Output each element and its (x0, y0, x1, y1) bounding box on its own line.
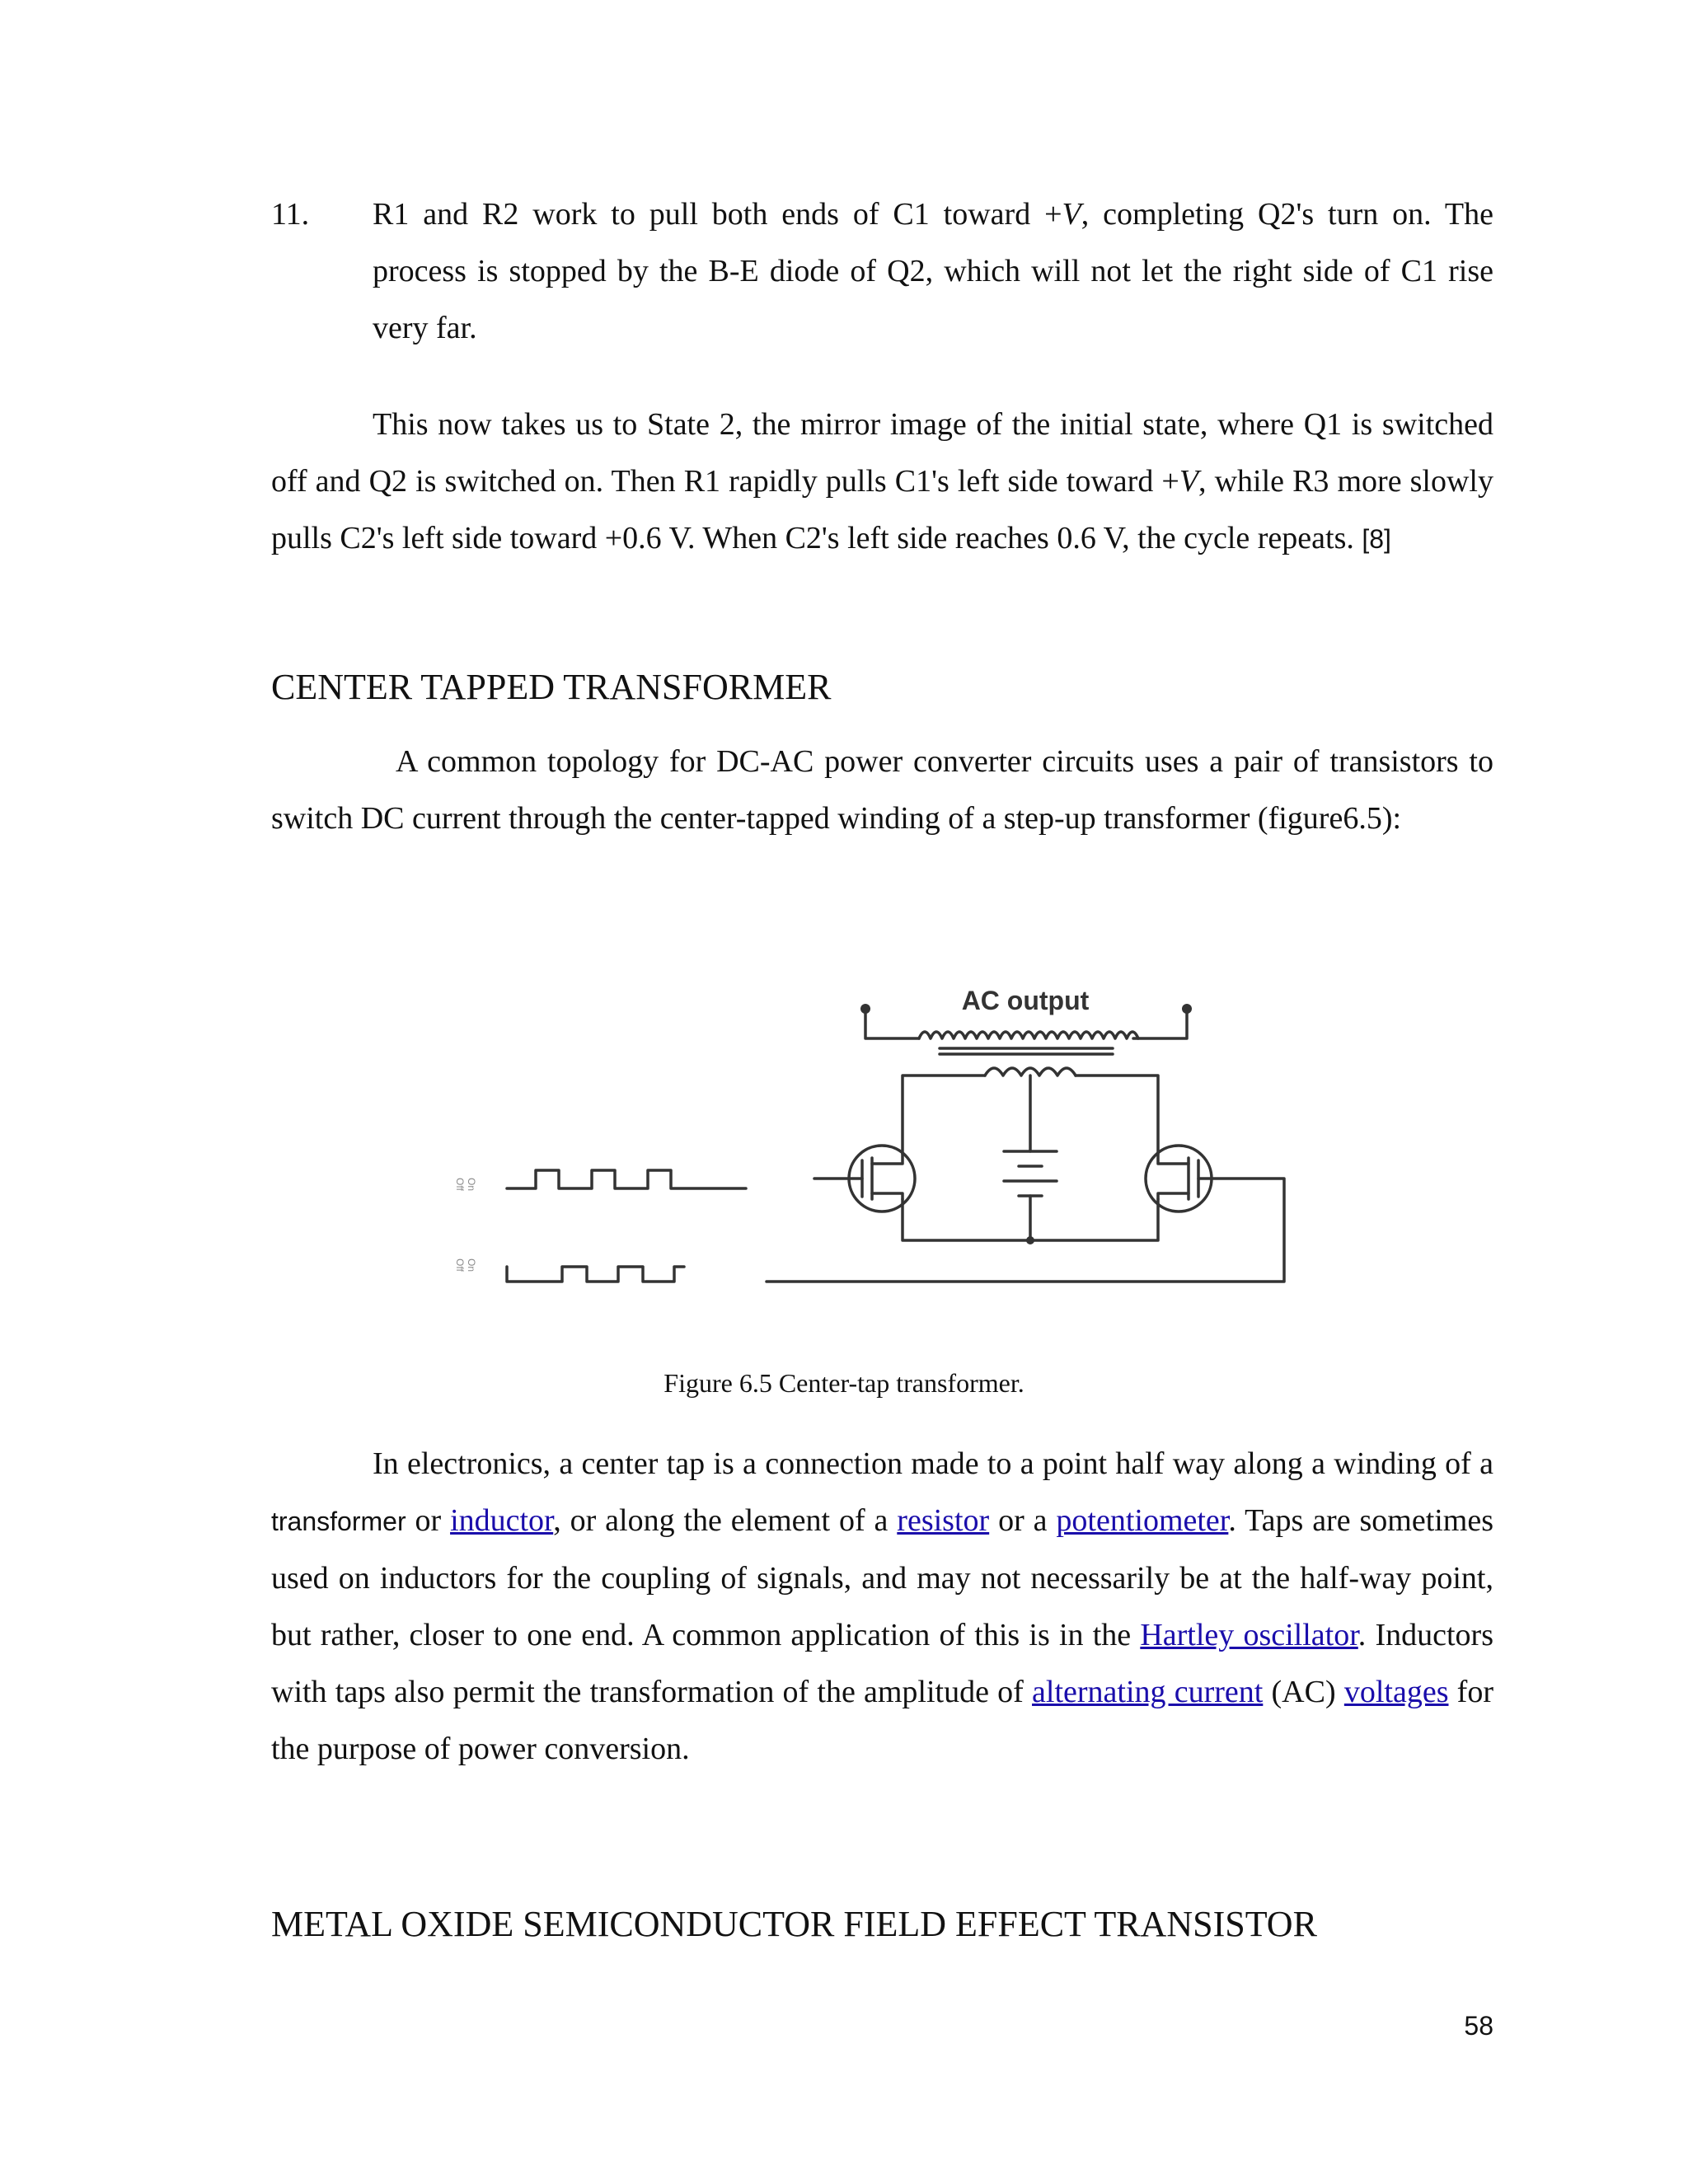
output-terminal-right (1182, 1004, 1192, 1014)
paragraph-text-part: or (406, 1503, 451, 1538)
output-terminal-left (860, 1004, 870, 1014)
page-number: 58 (1464, 2011, 1493, 2041)
link-inductor[interactable]: inductor (450, 1503, 554, 1538)
list-item-11 (271, 186, 1493, 357)
link-alternating-current[interactable]: alternating current (1032, 1675, 1264, 1709)
list-item-text (373, 186, 1493, 357)
link-voltages[interactable]: voltages (1343, 1675, 1449, 1709)
ac-output-label: AC output (961, 986, 1090, 1015)
on-label-1: On (466, 1178, 477, 1192)
paragraph-text-part: This now takes us to State 2, the mirror image of the initial state, where Q1 is switched off and Q2 is switched on. Then R1 rapidly pulls C1's left side toward + (271, 407, 1493, 499)
link-hartley-oscillator[interactable]: Hartley oscillator (1140, 1618, 1358, 1652)
list-item-text-part: , completing Q2's turn on. The process is stopped by the B-E diode of Q2, which will not let the right side of C1 rise very far. (373, 197, 1493, 345)
paragraph-text-part: . Taps are sometimes used on inductors for the coupling of signals, and may not necessarily be at the half-way point, but rather, closer to one end. A common application of this is in the (271, 1503, 1494, 1652)
figure-caption: Figure 6.5 Center-tap transformer. (663, 1368, 1025, 1398)
gate-signal-2-waveform (507, 1267, 684, 1282)
off-label-2: Off (454, 1258, 466, 1272)
right-drain (1158, 1154, 1189, 1164)
paragraph-state-2 (271, 396, 1493, 568)
list-item-number: 11. (271, 197, 310, 232)
heading-center-tapped-transformer: CENTER TAPPED TRANSFORMER (271, 667, 832, 707)
transformer-text: transformer (271, 1507, 406, 1536)
secondary-winding (919, 1032, 1138, 1038)
left-drain (872, 1154, 903, 1164)
link-potentiometer[interactable]: potentiometer (1056, 1503, 1229, 1538)
paragraph-text-part: or a (989, 1503, 1057, 1538)
link-resistor[interactable]: resistor (897, 1503, 990, 1538)
paragraph-topology: A common topology for DC-AC power converter circuits uses a pair of transistors to switch DC current through the center-tapped winding of a step-up transformer (figure6.5): (271, 744, 1493, 836)
right-source (1158, 1193, 1189, 1199)
primary-wire-right (1076, 1076, 1158, 1154)
on-label-2: On (466, 1258, 477, 1272)
left-source (872, 1193, 903, 1199)
variable-v: V (1179, 464, 1199, 499)
off-label-1: Off (454, 1178, 466, 1191)
paragraph-text-part: In electronics, a center tap is a connection made to a point half way along a winding of a (373, 1446, 1493, 1481)
list-item-text-part: R1 and R2 work to pull both ends of C1 toward + (373, 197, 1062, 232)
junction-node (1026, 1236, 1034, 1244)
citation-reference: [8] (1362, 524, 1391, 554)
paragraph-text-part: , or along the element of a (553, 1503, 898, 1538)
gate-signal-1-waveform (507, 1170, 746, 1188)
output-lead-right (1133, 1009, 1187, 1038)
paragraph-text-part: for the purpose of power conversion. (271, 1675, 1493, 1766)
paragraph-text-part: . Inductors with taps also permit the transformation of the amplitude of (271, 1618, 1493, 1709)
heading-mosfet: METAL OXIDE SEMICONDUCTOR FIELD EFFECT TRANSISTOR (271, 1904, 1317, 1944)
variable-v: V (1062, 197, 1081, 232)
primary-wire-left (903, 1076, 985, 1154)
output-lead-left (865, 1009, 919, 1038)
center-tap-transformer-figure (453, 968, 1294, 1298)
paragraph-center-tap (271, 1436, 1493, 1778)
paragraph-text-part: (AC) (1263, 1675, 1344, 1709)
paragraph-text-part: , while R3 more slowly pulls C2's left side toward +0.6 V. When C2's left side reaches 0.6 V, the cycle repeats. (271, 464, 1493, 555)
